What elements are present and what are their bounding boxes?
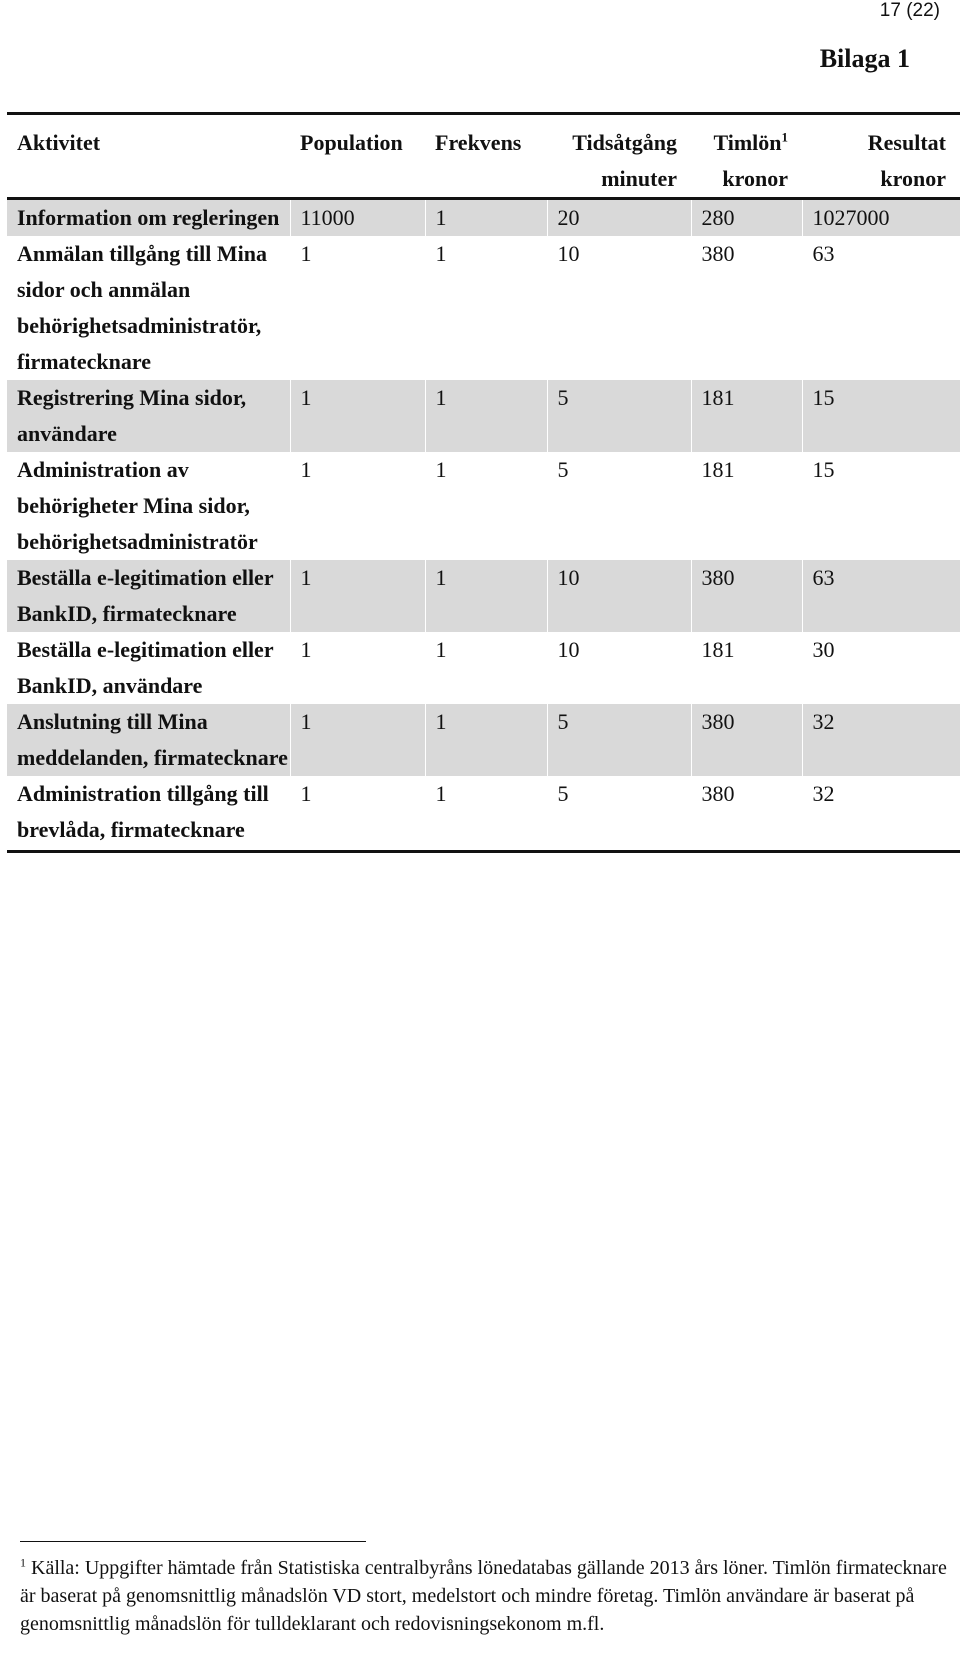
cell-result: 32 bbox=[802, 776, 960, 852]
footnote-ref: 1 bbox=[781, 129, 788, 145]
cell-result: 63 bbox=[802, 236, 960, 380]
cell-frequency: 1 bbox=[425, 199, 547, 237]
column-header-tidsatgang: Tidsåtgång minuter bbox=[547, 114, 691, 199]
cell-activity: Beställa e-legitimation eller BankID, användare bbox=[7, 632, 290, 704]
cell-population: 1 bbox=[290, 704, 425, 776]
cell-hourly-wage: 181 bbox=[691, 632, 802, 704]
cell-result: 30 bbox=[802, 632, 960, 704]
table-row bbox=[7, 560, 960, 632]
cell-hourly-wage: 280 bbox=[691, 199, 802, 237]
cell-time-minutes: 5 bbox=[547, 380, 691, 452]
activity-table bbox=[7, 112, 960, 853]
cell-hourly-wage: 380 bbox=[691, 560, 802, 632]
cell-activity: Anslutning till Mina meddelanden, firmatecknare bbox=[7, 704, 290, 776]
page-number: 17 (22) bbox=[879, 0, 940, 21]
cell-hourly-wage: 380 bbox=[691, 704, 802, 776]
cell-frequency: 1 bbox=[425, 452, 547, 560]
table-header-row bbox=[7, 114, 960, 199]
cell-population: 1 bbox=[290, 632, 425, 704]
table-row bbox=[7, 199, 960, 237]
cell-population: 1 bbox=[290, 380, 425, 452]
cell-frequency: 1 bbox=[425, 776, 547, 852]
cell-activity: Anmälan tillgång till Mina sidor och anmälan behörighetsadministratör, firmatecknare bbox=[7, 236, 290, 380]
table-row bbox=[7, 776, 960, 852]
cell-hourly-wage: 181 bbox=[691, 380, 802, 452]
footnote-marker: 1 bbox=[20, 1555, 26, 1570]
table-row bbox=[7, 704, 960, 776]
cell-activity: Beställa e-legitimation eller BankID, firmatecknare bbox=[7, 560, 290, 632]
column-header-frekvens: Frekvens bbox=[425, 114, 547, 199]
cell-result: 15 bbox=[802, 380, 960, 452]
cell-result: 15 bbox=[802, 452, 960, 560]
cell-result: 63 bbox=[802, 560, 960, 632]
cell-hourly-wage: 380 bbox=[691, 236, 802, 380]
cell-hourly-wage: 380 bbox=[691, 776, 802, 852]
footnote bbox=[20, 1554, 950, 1638]
cell-activity: Administration tillgång till brevlåda, firmatecknare bbox=[7, 776, 290, 852]
table-row bbox=[7, 380, 960, 452]
table-row bbox=[7, 632, 960, 704]
table-row bbox=[7, 452, 960, 560]
cell-hourly-wage: 181 bbox=[691, 452, 802, 560]
column-header-aktivitet: Aktivitet bbox=[7, 114, 290, 199]
cell-population: 1 bbox=[290, 236, 425, 380]
cell-time-minutes: 10 bbox=[547, 236, 691, 380]
cell-population: 1 bbox=[290, 452, 425, 560]
cell-time-minutes: 5 bbox=[547, 776, 691, 852]
cell-result: 32 bbox=[802, 704, 960, 776]
cell-activity: Information om regleringen bbox=[7, 199, 290, 237]
cell-population: 1 bbox=[290, 560, 425, 632]
cell-time-minutes: 20 bbox=[547, 199, 691, 237]
cell-frequency: 1 bbox=[425, 380, 547, 452]
cell-activity: Registrering Mina sidor, användare bbox=[7, 380, 290, 452]
cell-time-minutes: 10 bbox=[547, 632, 691, 704]
cell-frequency: 1 bbox=[425, 236, 547, 380]
column-header-resultat: Resultat kronor bbox=[802, 114, 960, 199]
cell-time-minutes: 5 bbox=[547, 452, 691, 560]
cell-frequency: 1 bbox=[425, 560, 547, 632]
cell-population: 11000 bbox=[290, 199, 425, 237]
cell-frequency: 1 bbox=[425, 632, 547, 704]
appendix-title: Bilaga 1 bbox=[819, 44, 910, 73]
cell-time-minutes: 10 bbox=[547, 560, 691, 632]
cell-population: 1 bbox=[290, 776, 425, 852]
cell-result: 1027000 bbox=[802, 199, 960, 237]
column-header-timlon: Timlön$^1$ kronor bbox=[691, 114, 802, 199]
table-row bbox=[7, 236, 960, 380]
cell-frequency: 1 bbox=[425, 704, 547, 776]
cell-time-minutes: 5 bbox=[547, 704, 691, 776]
footnote-divider bbox=[20, 1541, 366, 1542]
footnote-text: Källa: Uppgifter hämtade från Statistiska centralbyråns lönedatabas gällande 2013 års löner. Timlön firmatecknare är baserat på genomsnittlig månadslön VD stort, medelstort och mindre företag. Timlön användare är baserat på genomsnittlig månadslön för tulldeklarant och redovisningsekonom m.fl. bbox=[20, 1557, 947, 1635]
cell-activity: Administration av behörigheter Mina sidor, behörighetsadministratör bbox=[7, 452, 290, 560]
column-header-population: Population bbox=[290, 114, 425, 199]
